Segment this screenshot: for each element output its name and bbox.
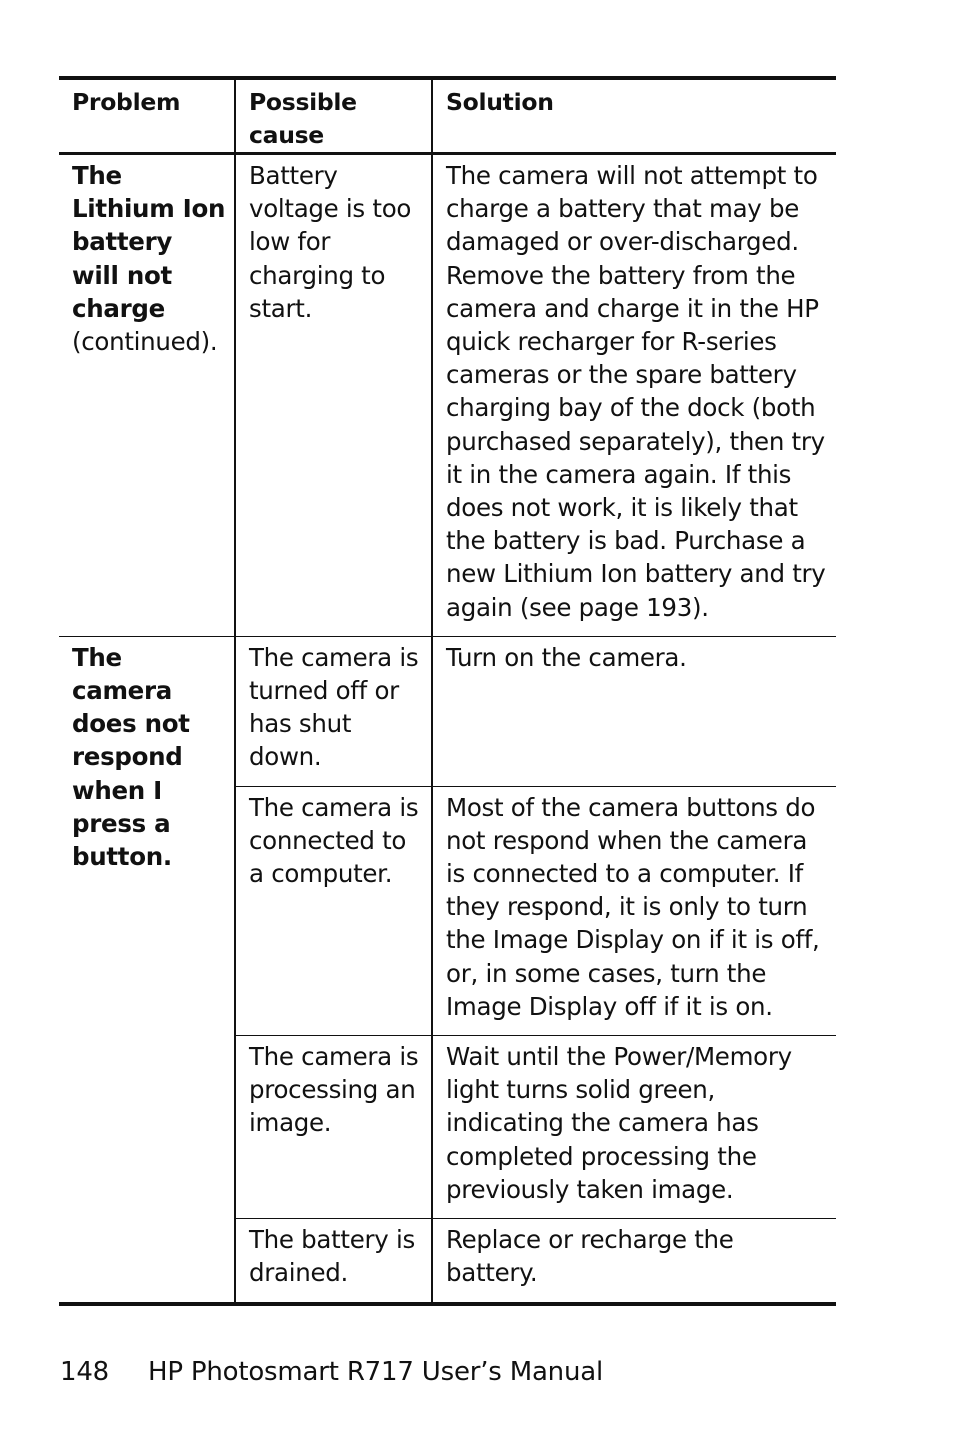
problem-text: The camera does not respond when I press a button. [72,642,190,872]
solution-cell: Most of the camera buttons do not respond when the camera is connected to a computer. If they respond, it is only to turn the Image Display on if it is off, or, in some cases, turn the Image Display off if it is on. [432,786,836,1035]
solution-cell: The camera will not attempt to charge a battery that may be damaged or over-discharged. Remove the battery from the camera and charge it in the HP quick recharger for R-series cameras or the spare battery charging bay of the dock (both purchased separately), then try it in the camera again. If this does not work, it is likely that the battery is bad. Purchase a new Lithium Ion battery and try again (see page 193). [432,154,836,637]
page-footer [60,1354,603,1390]
problem-text: The Lithium Ion battery will not charge [72,161,226,323]
solution-cell: Replace or recharge the battery. [432,1219,836,1304]
solution-cell: Wait until the Power/Memory light turns solid green, indicating the camera has completed processing the previously taken image. [432,1036,836,1219]
table-row [59,636,836,786]
page-number: 148 [60,1357,110,1387]
table-row [59,154,836,637]
cause-cell: Battery voltage is too low for charging to start. [235,154,432,637]
problem-cell [59,154,235,637]
cause-cell: The camera is connected to a computer. [235,786,432,1035]
problem-note: (continued). [72,327,218,357]
manual-title: HP Photosmart R717 User’s Manual [148,1357,603,1387]
table-header-row [59,78,836,154]
cause-cell: The camera is processing an image. [235,1036,432,1219]
problem-cell [59,636,235,1303]
cause-cell: The battery is drained. [235,1219,432,1304]
cause-cell: The camera is turned off or has shut down. [235,636,432,786]
header-problem: Problem [59,78,235,154]
solution-cell: Turn on the camera. [432,636,836,786]
header-possible-cause: Possible cause [235,78,432,154]
troubleshooting-table [59,76,836,1306]
header-solution: Solution [432,78,836,154]
